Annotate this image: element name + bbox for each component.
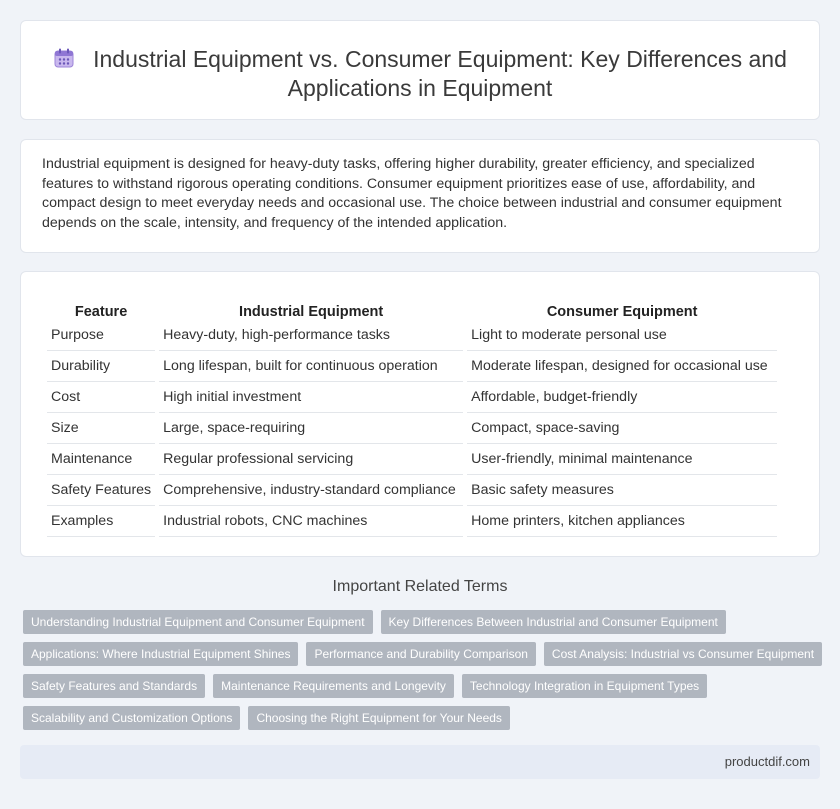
feature-cell: Durability <box>47 351 155 382</box>
related-term-tag[interactable]: Safety Features and Standards <box>23 674 205 698</box>
consumer-cell: User-friendly, minimal maintenance <box>467 444 777 475</box>
consumer-cell: Compact, space-saving <box>467 413 777 444</box>
related-term-tag[interactable]: Key Differences Between Industrial and Consumer Equipment <box>381 610 726 634</box>
comparison-table <box>43 296 781 537</box>
intro-card <box>20 139 820 253</box>
column-header-feature: Feature <box>74 304 128 320</box>
related-term-tag[interactable]: Cost Analysis: Industrial vs Consumer Equipment <box>544 642 822 666</box>
industrial-cell: Comprehensive, industry-standard compliance <box>159 475 463 506</box>
tag-row <box>23 610 823 634</box>
consumer-cell: Light to moderate personal use <box>467 320 777 351</box>
industrial-cell: High initial investment <box>159 382 463 413</box>
tag-row <box>23 706 823 730</box>
column-header-consumer: Consumer Equipment <box>546 304 698 320</box>
tag-row <box>23 642 823 666</box>
page-title-block <box>21 45 819 103</box>
footer <box>20 745 820 779</box>
consumer-cell: Basic safety measures <box>467 475 777 506</box>
title-card <box>20 20 820 120</box>
table-row <box>47 351 777 382</box>
related-terms-heading: Important Related Terms <box>332 578 508 595</box>
related-terms-list <box>23 610 823 738</box>
feature-cell: Size <box>47 413 155 444</box>
related-term-tag[interactable]: Maintenance Requirements and Longevity <box>213 674 454 698</box>
feature-cell: Purpose <box>47 320 155 351</box>
table-row <box>47 475 777 506</box>
industrial-cell: Heavy-duty, high-performance tasks <box>159 320 463 351</box>
table-row <box>47 320 777 351</box>
related-term-tag[interactable]: Technology Integration in Equipment Types <box>462 674 707 698</box>
industrial-cell: Long lifespan, built for continuous operation <box>159 351 463 382</box>
consumer-cell: Affordable, budget-friendly <box>467 382 777 413</box>
feature-cell: Maintenance <box>47 444 155 475</box>
column-header-industrial: Industrial Equipment <box>239 304 384 320</box>
related-term-tag[interactable]: Applications: Where Industrial Equipment Shines <box>23 642 298 666</box>
page-title: Industrial Equipment vs. Consumer Equipment: Key Differences and Applications in Equipment <box>93 46 787 101</box>
industrial-cell: Large, space-requiring <box>159 413 463 444</box>
tag-row <box>23 674 823 698</box>
feature-cell: Examples <box>47 506 155 537</box>
related-term-tag[interactable]: Scalability and Customization Options <box>23 706 240 730</box>
related-term-tag[interactable]: Choosing the Right Equipment for Your Needs <box>248 706 510 730</box>
table-header-row <box>47 296 777 320</box>
feature-cell: Cost <box>47 382 155 413</box>
related-term-tag[interactable]: Performance and Durability Comparison <box>306 642 535 666</box>
intro-paragraph: Industrial equipment is designed for heavy-duty tasks, offering higher durability, greater efficiency, and specialized features to withstand rigorous operating conditions. Consumer equipment prioritizes ease of use, affordability, and compact design to meet everyday needs and occasional use. The choice between industrial and consumer equipment depends on the scale, intensity, and frequency of the intended application. <box>42 156 782 231</box>
consumer-cell: Home printers, kitchen appliances <box>467 506 777 537</box>
consumer-cell: Moderate lifespan, designed for occasional use <box>467 351 777 382</box>
related-term-tag[interactable]: Understanding Industrial Equipment and Consumer Equipment <box>23 610 373 634</box>
footer-site-link[interactable]: productdif.com <box>724 754 810 769</box>
table-row <box>47 413 777 444</box>
comparison-card <box>20 271 820 557</box>
table-row <box>47 444 777 475</box>
industrial-cell: Industrial robots, CNC machines <box>159 506 463 537</box>
calendar-icon <box>53 47 75 69</box>
table-row <box>47 382 777 413</box>
table-row <box>47 506 777 537</box>
industrial-cell: Regular professional servicing <box>159 444 463 475</box>
feature-cell: Safety Features <box>47 475 155 506</box>
